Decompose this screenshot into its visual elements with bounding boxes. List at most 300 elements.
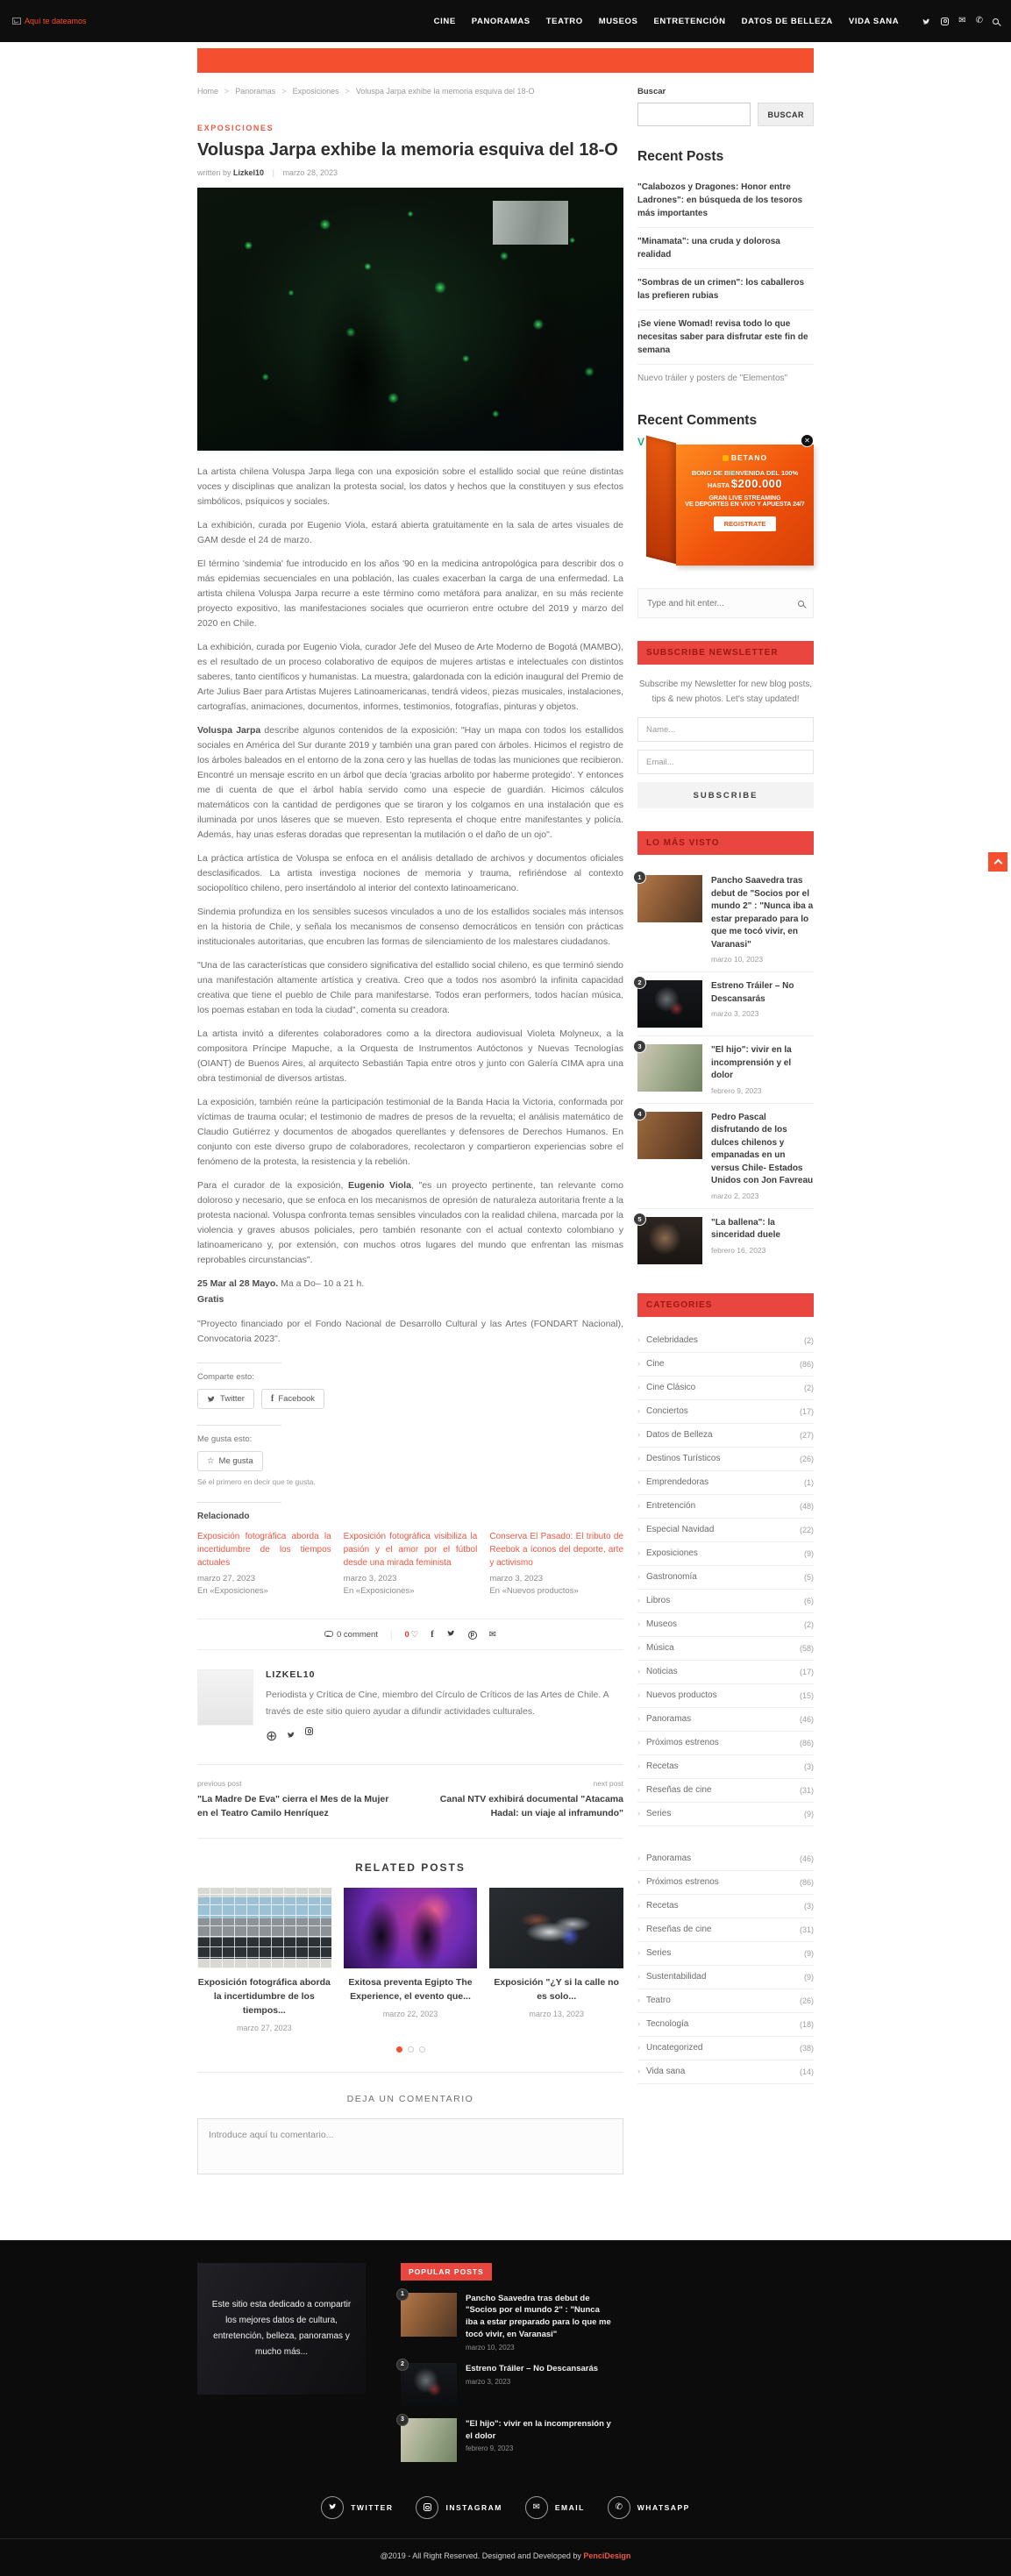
most-viewed-banner: LO MÁS VISTO	[637, 831, 814, 855]
category-count: (86)	[799, 1877, 814, 1887]
related-post-title[interactable]: Exposición "¿Y si la calle no es solo...	[494, 1977, 619, 2003]
paragraph-text: La práctica artística de Voluspa se enfoca en el análisis detallado de archivos y documentos oficiales desclasificados. La artista investiga nociones de memoria y trauma, refiriéndose al contexto sociopolítico chileno, pero insertándolo al interior del contexto latinoamericano.	[197, 853, 623, 893]
comment-heading: DEJA UN COMENTARIO	[346, 2093, 474, 2104]
previous-post-label: previous post	[197, 1778, 242, 1788]
ad-cube-side	[646, 436, 676, 564]
category-link[interactable]: › Reseñas de cine	[637, 1925, 712, 1934]
rank-badge: 2	[633, 976, 646, 989]
footer-social-label: INSTAGRAM	[445, 2502, 502, 2512]
footer-post-title[interactable]: Estreno Tráiler – No Descansarás	[466, 2363, 599, 2373]
site-header	[0, 0, 1011, 42]
category-count: (86)	[799, 1359, 814, 1369]
category-link[interactable]: › Recetas	[637, 1901, 679, 1911]
author-name[interactable]: LIZKEL10	[266, 1669, 316, 1681]
most-viewed-list	[637, 867, 814, 1272]
carousel-dot[interactable]	[408, 2046, 414, 2053]
ad-line: GRAN LIVE STREAMING	[708, 495, 781, 502]
related-inline-date: marzo 3, 2023	[489, 1573, 544, 1583]
footer-about: Este sitio esta dedicado a compartir los mejores datos de cultura, entretención, belleza, panoramas y mucho más...	[197, 2263, 366, 2395]
most-viewed-item	[637, 1104, 814, 1209]
most-viewed-title[interactable]: Estreno Tráiler – No Descansarás	[711, 981, 794, 1004]
category-row[interactable]	[637, 1519, 814, 1542]
sidebar-search-button[interactable]: BUSCAR	[758, 103, 814, 126]
site-logo[interactable]	[12, 17, 87, 25]
comment-input[interactable]	[197, 2118, 623, 2174]
most-viewed-thumbnail[interactable]	[637, 980, 702, 1028]
twitter-icon	[321, 2496, 344, 2519]
breadcrumb-separator: >	[345, 87, 350, 96]
divider	[197, 1502, 281, 1503]
breadcrumb-separator: >	[224, 87, 230, 96]
footer-popular-list	[401, 2293, 611, 2462]
footer-popular-label: POPULAR POSTS	[401, 2263, 492, 2281]
chevron-up-icon	[993, 859, 1002, 868]
category-row[interactable]	[637, 1424, 814, 1448]
category-link[interactable]: › Sustentabilidad	[637, 1972, 706, 1982]
article-paragraph	[197, 1095, 623, 1170]
previous-post-link[interactable]: "La Madre De Eva" cierra el Mes de la Mujer en el Teatro Camilo Henríquez	[197, 1793, 389, 1818]
footer-post-title[interactable]: "El hijo": vivir en la incomprensión y el dolor	[466, 2418, 611, 2441]
category-link[interactable]: › Celebridades	[637, 1335, 698, 1345]
category-link[interactable]: › Cine	[637, 1359, 665, 1369]
most-viewed-title[interactable]: Pedro Pascal disfrutando de los dulces chilenos y empanadas en un versus Chile- Estados Unidos con Jon Favreau	[711, 1112, 814, 1185]
category-row[interactable]	[637, 1684, 814, 1708]
main-nav	[434, 17, 999, 26]
category-count: (58)	[799, 1643, 814, 1653]
categories-banner: CATEGORIES	[637, 1293, 814, 1317]
sidebar-search-label: Buscar	[637, 87, 666, 96]
article-paragraph	[197, 640, 623, 715]
nav-items	[434, 17, 900, 26]
category-row[interactable]	[637, 1871, 814, 1895]
category-link[interactable]: › Teatro	[637, 1996, 671, 2005]
nav-item[interactable]: VIDA SANA	[848, 16, 900, 26]
category-link[interactable]: › Música	[637, 1643, 674, 1653]
category-row[interactable]	[637, 1471, 814, 1495]
category-count: (9)	[804, 1972, 814, 1982]
category-count: (18)	[799, 2019, 814, 2029]
author-bio: Periodista y Crítica de Cine, miembro del Círculo de Críticos de las Artes de Chile. A través de este sitio quiero ayudar a difundir actividades culturales.	[266, 1690, 609, 1717]
category-count: (22)	[799, 1525, 814, 1534]
instagram-icon	[416, 2496, 438, 2519]
post-navigation	[197, 1765, 623, 1839]
twitter-icon[interactable]	[922, 18, 931, 25]
category-link[interactable]: › Panoramas	[637, 1854, 691, 1863]
footer-social-label: TWITTER	[351, 2502, 394, 2512]
like-counter[interactable]: 0 ♡	[404, 1629, 419, 1640]
share-twitter-icon[interactable]	[446, 1629, 456, 1640]
like-label: Me gusta esto:	[197, 1434, 253, 1444]
paragraph-text: "Una de las características que considero significativa del estallido social chileno, es que terminó siendo una manifestación altamente artística y creativa. Creo que a todos nos asombró la infinita capacidad creativa que tiene el pueblo de Chile para manifestarse. Todos eran performers, todos hacían música, los poemas estaban en toda la ciudad", comenta su creadora.	[197, 960, 623, 1015]
most-viewed-item	[637, 972, 814, 1036]
email-icon[interactable]	[958, 17, 965, 25]
category-count: (9)	[804, 1948, 814, 1958]
category-link[interactable]: › Emprendedoras	[637, 1477, 708, 1487]
recent-post-link[interactable]: ¡Se viene Womad! revisa todo lo que necesitas saber para disfrutar este fin de semana	[637, 310, 814, 365]
funding-note: "Proyecto financiado por el Fondo Nacional de Desarrollo Cultural y las Artes (FONDART Nacional), Convocatoria 2023".	[197, 1318, 623, 1344]
footer-social-button[interactable]	[608, 2496, 690, 2519]
article-body	[197, 465, 623, 1268]
paragraph-text: La exhibición, curada por Eugenio Viola, curador Jefe del Museo de Arte Moderno de Bogotá (MAMBO), es el resultado de un proceso colaborativo de equipos de mujeres artistas e intelectuales con distintos saberes, tanto científicos y humanistas. La muestra, galardonada con la edición inaugural del Premio de Arte Julius Baer para Artistas Mujeres Latinoamericanas, tendrá videos, piezas musicales, instalaciones, cartografías, animaciones, documentos, informes, testimonios, fotografías, pinturas y objetos.	[197, 642, 623, 712]
next-post-link[interactable]: Canal NTV exhibirá documental "Atacama Hadal: un viaje al inframundo"	[439, 1793, 623, 1818]
share-pinterest-icon[interactable]: p	[468, 1629, 477, 1640]
category-count: (3)	[804, 1761, 814, 1771]
ad-line: BONO DE BIENVENIDA DEL 100%	[691, 469, 799, 477]
recent-comments-heading: Recent Comments	[637, 413, 758, 428]
comment-bubble-icon	[324, 1631, 333, 1637]
article-paragraph	[197, 465, 623, 509]
nav-item[interactable]: DATOS DE BELLEZA	[741, 16, 833, 26]
ad-line: VE DEPORTES EN VIVO Y APUESTA 24/7	[685, 502, 805, 508]
most-viewed-thumbnail[interactable]	[637, 1044, 702, 1092]
category-row[interactable]	[637, 1918, 814, 1942]
next-post-label: next post	[593, 1778, 623, 1788]
category-link[interactable]: › Conciertos	[637, 1406, 688, 1416]
newsletter-email-input[interactable]	[637, 750, 814, 774]
related-post-image[interactable]	[197, 1888, 331, 1968]
category-count: (38)	[799, 2043, 814, 2053]
category-row[interactable]	[637, 1847, 814, 1871]
nav-item[interactable]: TEATRO	[545, 16, 583, 26]
most-viewed-item	[637, 867, 814, 972]
recent-posts-list	[637, 174, 814, 392]
widget-gap	[637, 1830, 814, 1847]
category-row[interactable]	[637, 1542, 814, 1566]
related-post-title[interactable]: Exposición fotográfica aborda la incertidumbre de los tiempos...	[197, 1977, 331, 2016]
header-icons	[922, 17, 999, 25]
category-link[interactable]: › Uncategorized	[637, 2043, 702, 2053]
most-viewed-title[interactable]: "El hijo": vivir en la incomprensión y el dolor	[711, 1045, 792, 1080]
author-box	[197, 1650, 623, 1765]
facebook-icon: f	[270, 1393, 274, 1404]
ad-line: HASTA $200.000	[707, 477, 783, 490]
most-viewed-item	[637, 1036, 814, 1104]
category-row[interactable]	[637, 1895, 814, 1918]
ad-register-button[interactable]: REGISTRATE	[714, 516, 777, 531]
paragraph-text: Para el curador de la exposición,	[197, 1180, 349, 1191]
footer-social-label: WHATSAPP	[637, 2502, 690, 2512]
category-count: (2)	[804, 1383, 814, 1392]
sidebar-search-input[interactable]	[637, 103, 751, 126]
article-paragraph	[197, 958, 623, 1018]
newsletter-name-input[interactable]	[637, 717, 814, 742]
related-inline-date: marzo 3, 2023	[343, 1573, 397, 1583]
most-viewed-item	[637, 1209, 814, 1272]
author-avatar[interactable]	[197, 1669, 253, 1726]
byline	[197, 168, 623, 177]
category-count: (46)	[799, 1714, 814, 1724]
like-button[interactable]: ☆ Me gusta	[197, 1451, 263, 1471]
footer-post-thumbnail[interactable]	[401, 2418, 457, 2462]
paragraph-text: La exposición, también reúne la participación testimonial de la Banda Hacia la Victoria, conformada por víctimas de trauma ocular; el testimonio de madres de presos de la revuelta; el análisis matemático de Claudio Gutiérrez y documentos de abogados querellantes y defensores de Derechos Humanos. En conjunto con este diverso grupo de colaboradores, recolectaron y compartieron experiencias sobre el fenómeno de la protesta, la resistencia y la rebelión.	[197, 1097, 623, 1167]
related-post-image[interactable]	[344, 1888, 478, 1968]
category-link[interactable]: › Nuevos productos	[637, 1690, 717, 1700]
most-viewed-date: febrero 16, 2023	[711, 1245, 766, 1255]
category-link[interactable]: › Tecnología	[637, 2019, 688, 2029]
category-link[interactable]: › Especial Navidad	[637, 1525, 714, 1534]
related-inline-link[interactable]: Exposición fotográfica visibiliza la pasión y el amor por el fútbol desde una mirada feminista	[343, 1531, 478, 1568]
rank-badge: 3	[396, 2414, 409, 2426]
category-row[interactable]	[637, 2060, 814, 2084]
breadcrumb-link[interactable]: Exposiciones	[292, 87, 339, 96]
schedule-hours: Ma a Do– 10 a 21 h.	[278, 1278, 365, 1289]
breadcrumb-separator: >	[281, 87, 287, 96]
hero-projection-screen	[493, 201, 568, 245]
category-link[interactable]: › Entretención	[637, 1501, 695, 1511]
category-count: (31)	[799, 1785, 814, 1795]
most-viewed-date: febrero 9, 2023	[711, 1085, 762, 1095]
author-link[interactable]: Lizkel10	[233, 168, 265, 177]
category-count: (5)	[804, 1572, 814, 1582]
article-paragraph	[197, 557, 623, 631]
category-row[interactable]	[637, 1755, 814, 1779]
ad-brand-icon	[723, 455, 729, 461]
footer-social-label: EMAIL	[554, 2502, 585, 2512]
category-row[interactable]	[637, 1732, 814, 1755]
category-row[interactable]	[637, 1803, 814, 1826]
twitter-icon[interactable]	[287, 1727, 295, 1745]
sidebar-ad[interactable]	[637, 438, 814, 569]
hero-image	[197, 188, 623, 451]
paragraph-text: describe algunos contenidos de la exposición: "Hay un mapa con todos los estallidos sociales en América del Sur durante 2019 y también una gran pared con árboles. Hicimos el registro de los árboles baleados en el entorno de la zona cero y las huellas de todas las municiones que recibieron. Encontré un mensaje escrito en un árbol que decía 'gracias arbolito por haberme protegido'. Y entonces me di cuenta de que el árbol había servido como una especie de guardián. Hicimos cálculos matemáticos con la cantidad de perdigones que se tiraron y los colgamos en una instalación que es iluminada por unos láseres que se mueven. Esto representa el choque entre manifestantes y policía. Además, hay unas esferas doradas que representan la mutilación o el daño de un ojo".	[197, 725, 623, 840]
back-to-top-button[interactable]	[988, 852, 1007, 872]
recent-post-link[interactable]: Nuevo tráiler y posters de "Elementos"	[637, 374, 788, 383]
website-icon[interactable]	[266, 1727, 277, 1745]
category-row[interactable]	[637, 1661, 814, 1684]
ad-close-icon[interactable]: ✕	[801, 434, 814, 447]
share-facebook-icon[interactable]: f	[431, 1629, 434, 1640]
paragraph-text: La artista chilena Voluspa Jarpa llega con una exposición sobre el estallido social que reúne distintas voces y disciplinas que analizan la protesta social, los datos y hechos que la constituyen y sus efectos simbólicos, psíquicos y sociales.	[197, 466, 623, 507]
category-link[interactable]: › Cine Clásico	[637, 1383, 695, 1392]
rank-badge: 5	[633, 1213, 646, 1226]
related-post-card[interactable]	[344, 1888, 478, 2032]
ad-cube-front	[676, 445, 814, 566]
category-link[interactable]: › Próximos estrenos	[637, 1738, 719, 1747]
category-count: (86)	[799, 1738, 814, 1747]
category-row[interactable]	[637, 1377, 814, 1400]
category-row[interactable]	[637, 1495, 814, 1519]
search-icon[interactable]	[798, 601, 804, 607]
category-row[interactable]	[637, 1637, 814, 1661]
byline-prefix: written by	[197, 168, 231, 177]
category-count: (17)	[799, 1667, 814, 1676]
category-count: (26)	[799, 1454, 814, 1463]
category-count: (27)	[799, 1430, 814, 1440]
heart-icon: ♡	[410, 1629, 419, 1640]
paragraph-text: El término 'sindemia' fue introducido en los años '90 en la medicina antropológica para describir dos o más epidemias secuenciales en una población, las cuales exacerban la carga de una enfermedad. La artista chilena Voluspa Jarpa recurre a este término como metáfora para analizar, en su más reciente proyecto expositivo, las manifestaciones sociales que ocurrieron entre octubre del 2019 y marzo del 2020 en Chile.	[197, 559, 623, 629]
recent-post-link[interactable]: "Minamata": una cruda y dolorosa realidad	[637, 228, 814, 269]
category-row[interactable]	[637, 1448, 814, 1471]
footer-post-title[interactable]: Pancho Saavedra tras debut de "Socios por el mundo 2" : "Nunca iba a estar preparado para lo que me tocó vivir, en Varanasi"	[466, 2293, 611, 2339]
category-link[interactable]: › Reseñas de cine	[637, 1785, 712, 1795]
breadcrumb-current: Voluspa Jarpa exhibe la memoria esquiva del 18-O	[355, 87, 535, 96]
category-row[interactable]	[637, 1966, 814, 1989]
rank-badge: 2	[396, 2359, 409, 2371]
category-link[interactable]: › Libros	[637, 1596, 670, 1605]
most-viewed-title[interactable]: "La ballena": la sinceridad duele	[711, 1217, 780, 1240]
breadcrumb-link[interactable]: Panoramas	[235, 87, 276, 96]
recent-post-link[interactable]: "Sombras de un crimen": los caballeros las prefieren rubias	[637, 269, 814, 310]
breadcrumb-link[interactable]: Home	[197, 87, 219, 96]
footer-social-button[interactable]	[525, 2496, 585, 2519]
most-viewed-title[interactable]: Pancho Saavedra tras debut de "Socios por el mundo 2" : "Nunca iba a estar preparado para lo que me tocó vivir, en Varanasi"	[711, 876, 814, 950]
carousel-dot[interactable]	[396, 2046, 402, 2053]
schedule-line	[197, 1277, 623, 1308]
footer-social-button[interactable]	[416, 2496, 502, 2519]
most-viewed-thumbnail[interactable]	[637, 1214, 702, 1264]
category-row[interactable]	[637, 1566, 814, 1590]
instagram-icon[interactable]	[305, 1727, 313, 1735]
sidebar	[637, 87, 814, 2088]
ad-amount: $200.000	[730, 477, 783, 490]
ad-corner-logo: V	[637, 436, 645, 448]
search-icon[interactable]	[993, 18, 999, 25]
rank-badge: 4	[633, 1107, 646, 1121]
post-meta-bar	[197, 1619, 623, 1650]
comment-count[interactable]: 0 comment	[324, 1630, 378, 1640]
category-row[interactable]	[637, 1353, 814, 1377]
most-viewed-thumbnail[interactable]	[637, 1109, 702, 1159]
related-inline-link[interactable]: Exposición fotográfica aborda la incertidumbre de los tiempos actuales	[197, 1531, 331, 1568]
paragraph-text: Sindemia profundiza en los sensibles sucesos vinculados a uno de los estallidos sociales más intensos en la historia de Chile, y señala los mecanismos de consenso democráticos en tensión con prácticas institucionales autoritarias, que encubren las formas de silenciamiento de los malestares ciudadanos.	[197, 907, 623, 947]
category-link[interactable]: › Exposiciones	[637, 1548, 698, 1558]
category-link[interactable]: › Recetas	[637, 1761, 679, 1771]
category-row[interactable]	[637, 2013, 814, 2037]
carousel-dot[interactable]	[419, 2046, 425, 2053]
post-title: Voluspa Jarpa exhibe la memoria esquiva del 18-O	[197, 140, 618, 160]
newsletter-subscribe-button[interactable]: SUBSCRIBE	[637, 782, 814, 808]
category-link[interactable]: › Series	[637, 1948, 671, 1958]
schedule-dates: 25 Mar al 28 Mayo.	[197, 1278, 279, 1289]
most-viewed-thumbnail[interactable]	[637, 875, 702, 922]
byline-separator: |	[272, 168, 274, 177]
category-count: (6)	[804, 1596, 814, 1605]
category-link[interactable]: › Museos	[637, 1619, 677, 1629]
related-post-card[interactable]	[489, 1888, 623, 2032]
category-count: (14)	[799, 2067, 814, 2076]
nav-item[interactable]: MUSEOS	[598, 16, 638, 26]
category-link[interactable]: › Destinos Turísticos	[637, 1454, 720, 1463]
email-icon	[525, 2496, 548, 2519]
breadcrumb-links	[197, 87, 350, 96]
inline-search-input[interactable]	[647, 599, 798, 608]
share-email-icon[interactable]	[489, 1630, 496, 1640]
category-link[interactable]: › Gastronomía	[637, 1572, 697, 1582]
related-posts-carousel	[197, 1888, 623, 2032]
share-twitter-button[interactable]: Twitter	[197, 1389, 254, 1409]
copyright-text: @2019 - All Right Reserved. Designed and Developed by	[380, 2551, 584, 2560]
related-inline-context: En «Exposiciones»	[197, 1585, 268, 1596]
footer-social-button[interactable]	[321, 2496, 393, 2519]
footer-post-thumbnail[interactable]	[401, 2293, 457, 2337]
related-post-date: marzo 13, 2023	[529, 2009, 584, 2018]
footer-post-thumbnail[interactable]	[401, 2363, 457, 2407]
site-logo-text: Aquí te dateamos	[25, 17, 87, 25]
related-post-date: marzo 27, 2023	[237, 2023, 292, 2032]
recent-post-link[interactable]: "Calabozos y Dragones: Honor entre Ladrones": en búsqueda de los tesoros más importantes	[637, 174, 814, 228]
article-paragraph	[197, 518, 623, 548]
share-label: Comparte esto:	[197, 1371, 254, 1382]
category-label[interactable]: EXPOSICIONES	[197, 124, 274, 132]
whatsapp-icon[interactable]	[976, 17, 983, 25]
newsletter-banner: SUBSCRIBE NEWSLETTER	[637, 641, 814, 665]
related-post-title[interactable]: Exitosa preventa Egipto The Experience, el evento que...	[348, 1977, 473, 2003]
category-row[interactable]	[637, 1989, 814, 2013]
category-link[interactable]: › Series	[637, 1809, 671, 1818]
category-link[interactable]: › Noticias	[637, 1667, 678, 1676]
category-link[interactable]: › Panoramas	[637, 1714, 691, 1724]
category-row[interactable]	[637, 2037, 814, 2060]
category-count: (2)	[804, 1619, 814, 1629]
category-count: (3)	[804, 1901, 814, 1911]
footer-post-date: marzo 3, 2023	[466, 2377, 511, 2386]
related-post-image[interactable]	[489, 1888, 623, 1968]
category-row[interactable]	[637, 1708, 814, 1732]
category-row[interactable]	[637, 1329, 814, 1353]
top-ad-banner[interactable]	[197, 48, 814, 73]
category-count: (9)	[804, 1548, 814, 1558]
category-row[interactable]	[637, 1400, 814, 1424]
related-inline-item	[344, 1530, 478, 1598]
most-viewed-date: marzo 10, 2023	[711, 955, 764, 964]
instagram-icon[interactable]	[941, 18, 949, 25]
category-count: (9)	[804, 1809, 814, 1818]
paragraph-text: La exhibición, curada por Eugenio Viola, estará abierta gratuitamente en la sala de artes visuales de GAM desde el 24 de marzo.	[197, 520, 623, 545]
nav-item[interactable]: PANORAMAS	[471, 16, 530, 26]
related-post-card[interactable]	[197, 1888, 331, 2032]
category-row[interactable]	[637, 1613, 814, 1637]
categories-list-secondary	[637, 1847, 814, 2084]
recent-posts-heading: Recent Posts	[637, 149, 724, 164]
nav-item[interactable]: ENTRETENCIÓN	[653, 16, 726, 26]
related-inline-context: En «Nuevos productos»	[489, 1585, 579, 1596]
category-count: (1)	[804, 1477, 814, 1487]
related-inline-label: Relacionado	[197, 1511, 250, 1521]
nav-item[interactable]: CINE	[433, 16, 456, 26]
category-count: (17)	[799, 1406, 814, 1416]
schedule-price: Gratis	[197, 1293, 224, 1305]
related-inline-item	[197, 1530, 331, 1598]
footer-post-date: marzo 10, 2023	[466, 2343, 515, 2352]
category-link[interactable]: › Vida sana	[637, 2067, 685, 2076]
category-link[interactable]: › Datos de Belleza	[637, 1430, 713, 1440]
category-count: (48)	[799, 1501, 814, 1511]
category-row[interactable]	[637, 1942, 814, 1966]
categories-list	[637, 1329, 814, 1826]
paragraph-text: La artista invitó a diferentes colaboradores como a la directora audiovisual Violeta Molyneux, a la compositora Príncipe Mapuche, a la Orquesta de Instrumentos Autóctonos y Nuevas Tecnologías (OIANT) de Buenos Aires, al arquitecto Sebastián Tapia entre otros y junto con Galería CIMA apra una obra testimonial de diversos artistas.	[197, 1028, 623, 1084]
category-row[interactable]	[637, 1590, 814, 1613]
category-count: (46)	[799, 1854, 814, 1863]
related-inline-link[interactable]: Conserva El Pasado: El tributo de Reebok a íconos del deporte, arte y activismo	[489, 1531, 624, 1568]
footer-social-row	[0, 2496, 1011, 2519]
related-inline-context: En «Exposiciones»	[343, 1585, 415, 1596]
category-row[interactable]	[637, 1779, 814, 1803]
paragraph-bold: Eugenio Viola	[348, 1180, 411, 1191]
footer-popular-item	[401, 2418, 611, 2462]
category-count: (15)	[799, 1690, 814, 1700]
footer-popular-posts	[401, 2263, 611, 2473]
like-hint: Sé el primero en decir que te gusta.	[197, 1477, 316, 1486]
whatsapp-icon	[608, 2496, 630, 2519]
share-facebook-button[interactable]: f Facebook	[261, 1389, 324, 1409]
comment-section	[197, 2072, 623, 2179]
rank-badge: 1	[396, 2288, 409, 2301]
penci-design-link[interactable]: PenciDesign	[583, 2551, 631, 2560]
twitter-icon	[207, 1395, 216, 1403]
paragraph-text: , "es un proyecto pertinente, tan relevante como doloroso y necesario, que se enfoca en los mecanismos de opresión de naturaleza autoritaria frente a la protesta nacional. Voluspa confronta temas sensibles vinculados con la realidad chilena, marcada por la violencia y graves abusos policiales, pero también resonante con el actual contexto colombiano y latinoamericano y, por extensión, con muchos otros lugares del mundo que enfrentan las mismas reprobables circunstancias".	[197, 1180, 624, 1265]
rank-badge: 1	[633, 871, 646, 884]
category-link[interactable]: › Próximos estrenos	[637, 1877, 719, 1887]
